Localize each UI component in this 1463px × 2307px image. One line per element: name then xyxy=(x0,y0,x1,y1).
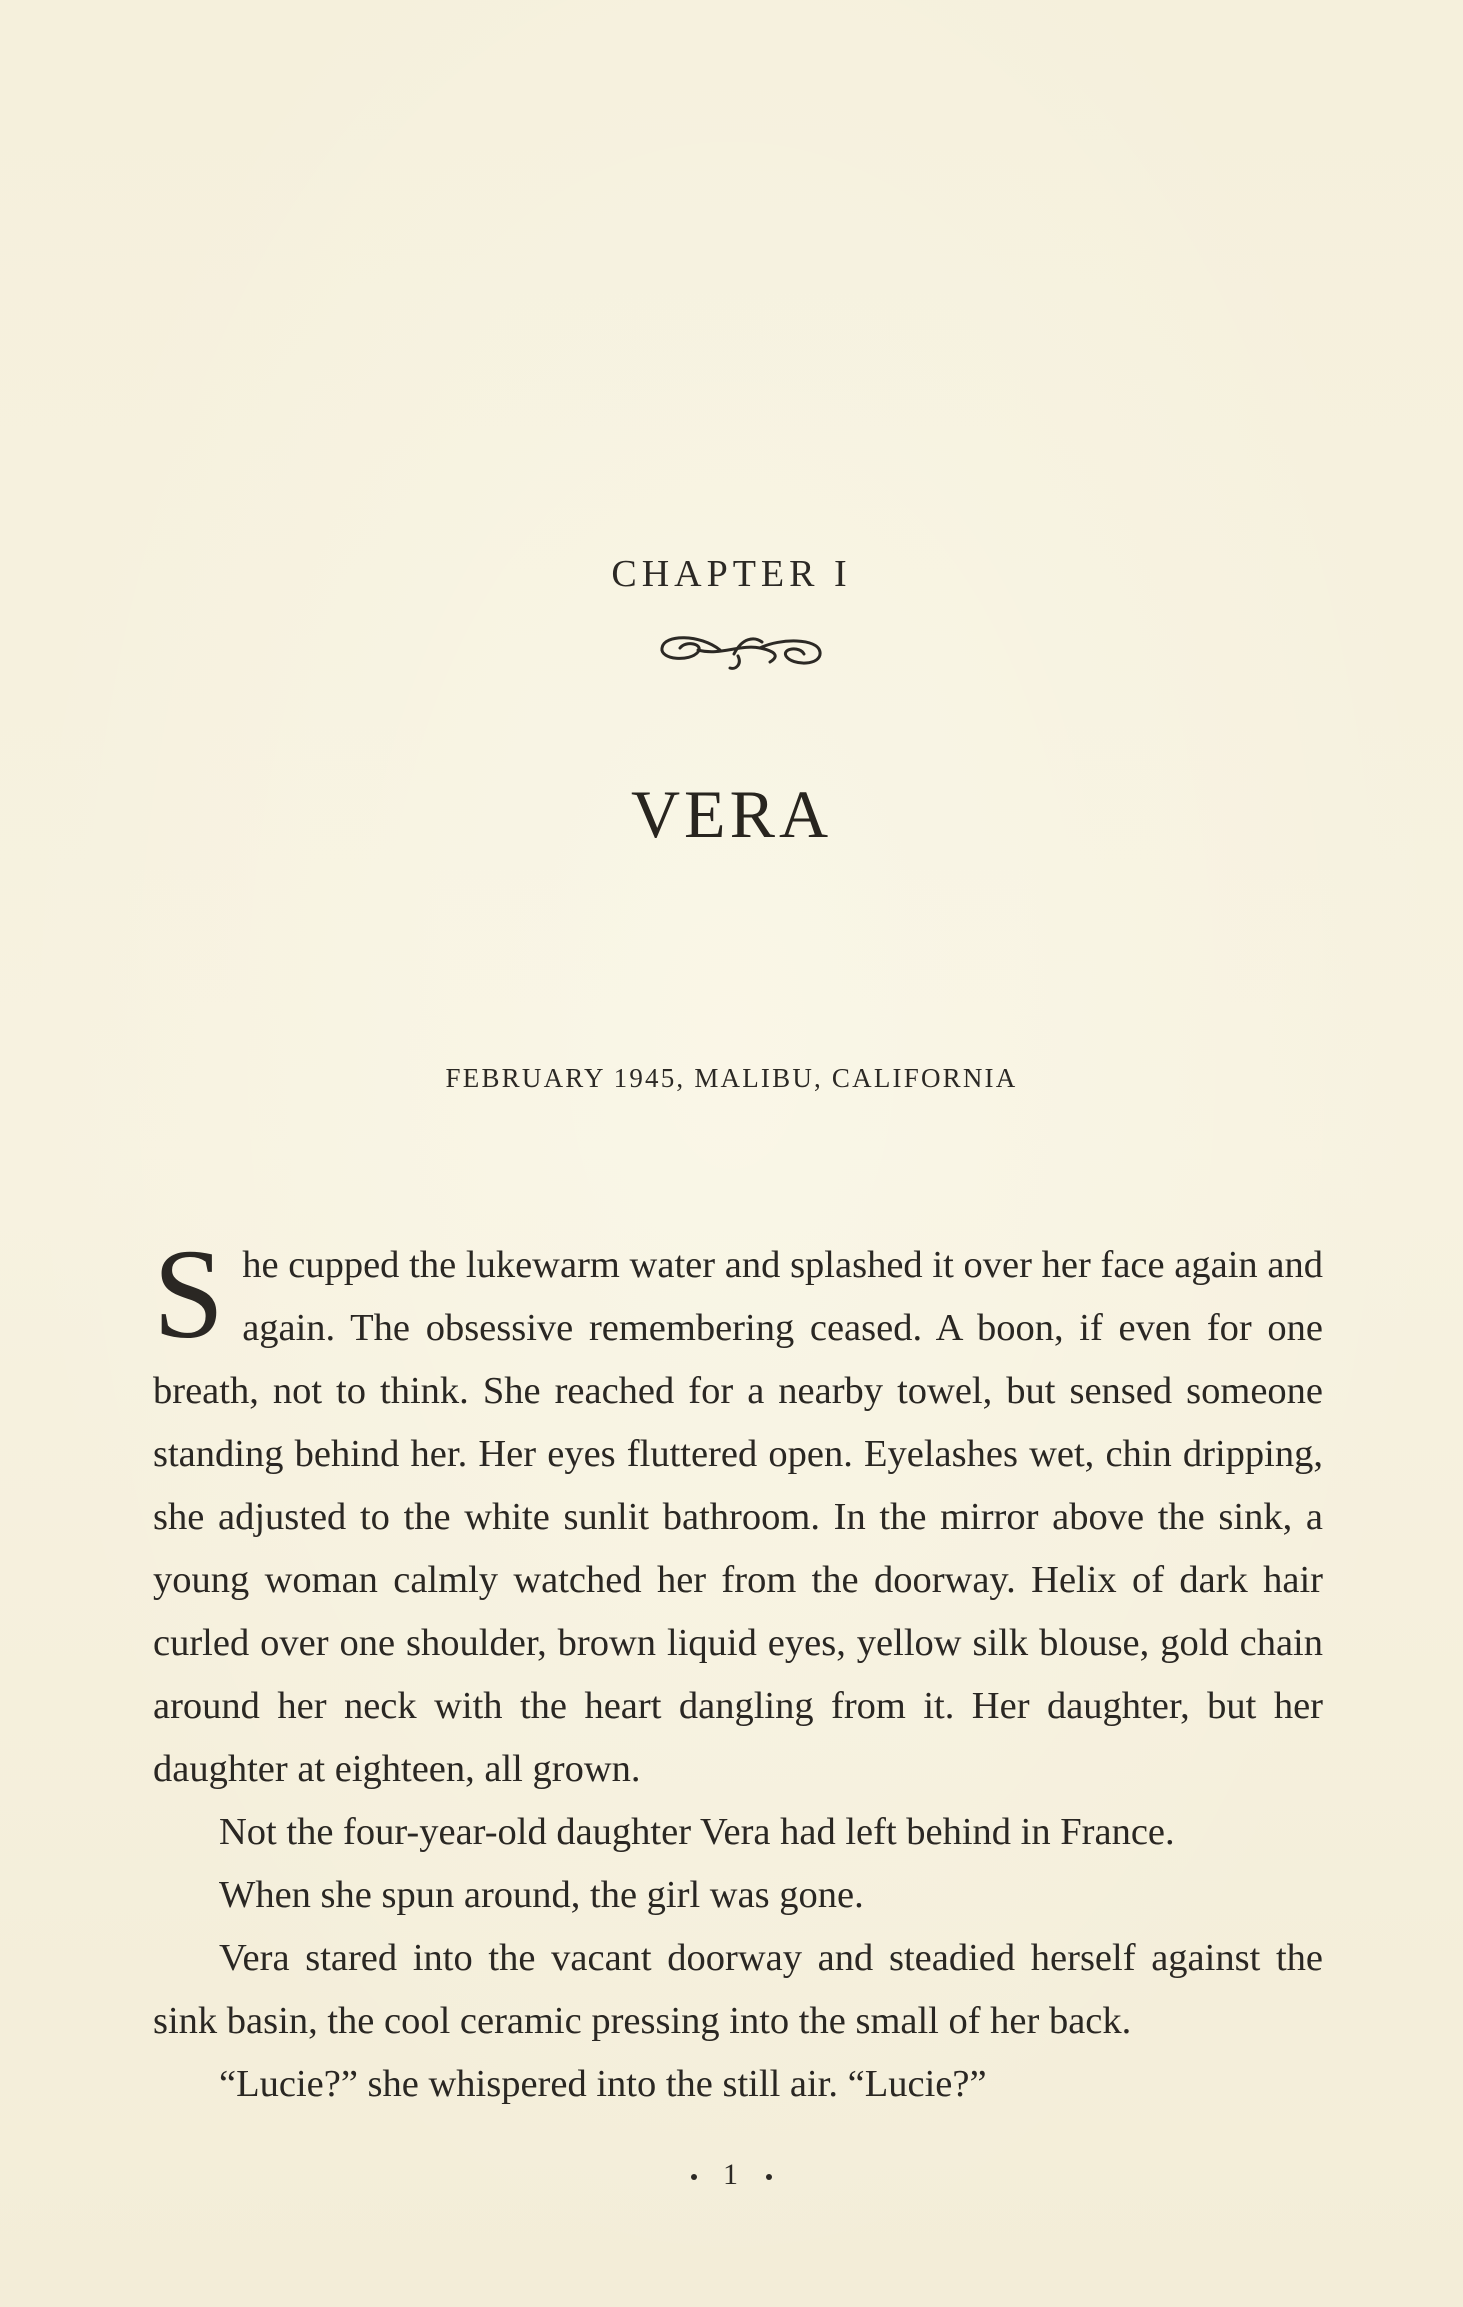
chapter-label: CHAPTER I xyxy=(611,553,852,595)
paragraph-3: When she spun around, the girl was gone. xyxy=(219,1874,864,1916)
folio-dot-right xyxy=(766,2174,772,2180)
paragraph-2: Not the four-year-old daughter Vera had left behind in France. xyxy=(219,1811,1175,1853)
paragraph-1 xyxy=(153,1223,1323,1801)
chapter-dateline: FEBRUARY 1945, MALIBU, CALIFORNIA xyxy=(445,1063,1018,1093)
paragraph-4: Vera stared into the vacant doorway and steadied herself against the sink basin, the cool ceramic pressing into the small of her back. xyxy=(153,1937,1323,2042)
page-number: 1 xyxy=(723,2158,740,2191)
paragraph-5: “Lucie?” she whispered into the still air. “Lucie?” xyxy=(219,2063,987,2105)
chapter-body xyxy=(153,1223,1323,2116)
flourish-ornament-icon xyxy=(650,620,830,678)
chapter-title: VERA xyxy=(630,776,833,852)
folio-dot-left xyxy=(691,2174,697,2180)
paragraph-1-text: he cupped the lukewarm water and splashed it over her face again and again. The obsessive remembering ceased. A boon, if even for one breath, not to think. She reached for a nearby towel, but sensed someone standing behind her. Her eyes fluttered open. Eyelashes wet, chin dripping, she adjusted to the white sunlit bathroom. In the mirror above the sink, a young woman calmly watched her from the doorway. Helix of dark hair curled over one shoulder, brown liquid eyes, yellow silk blouse, gold chain around her neck with the heart dangling from it. Her daughter, but her daughter at eighteen, all grown. xyxy=(153,1244,1323,1790)
drop-cap: S xyxy=(153,1223,225,1365)
page-folio xyxy=(0,2158,1463,2192)
